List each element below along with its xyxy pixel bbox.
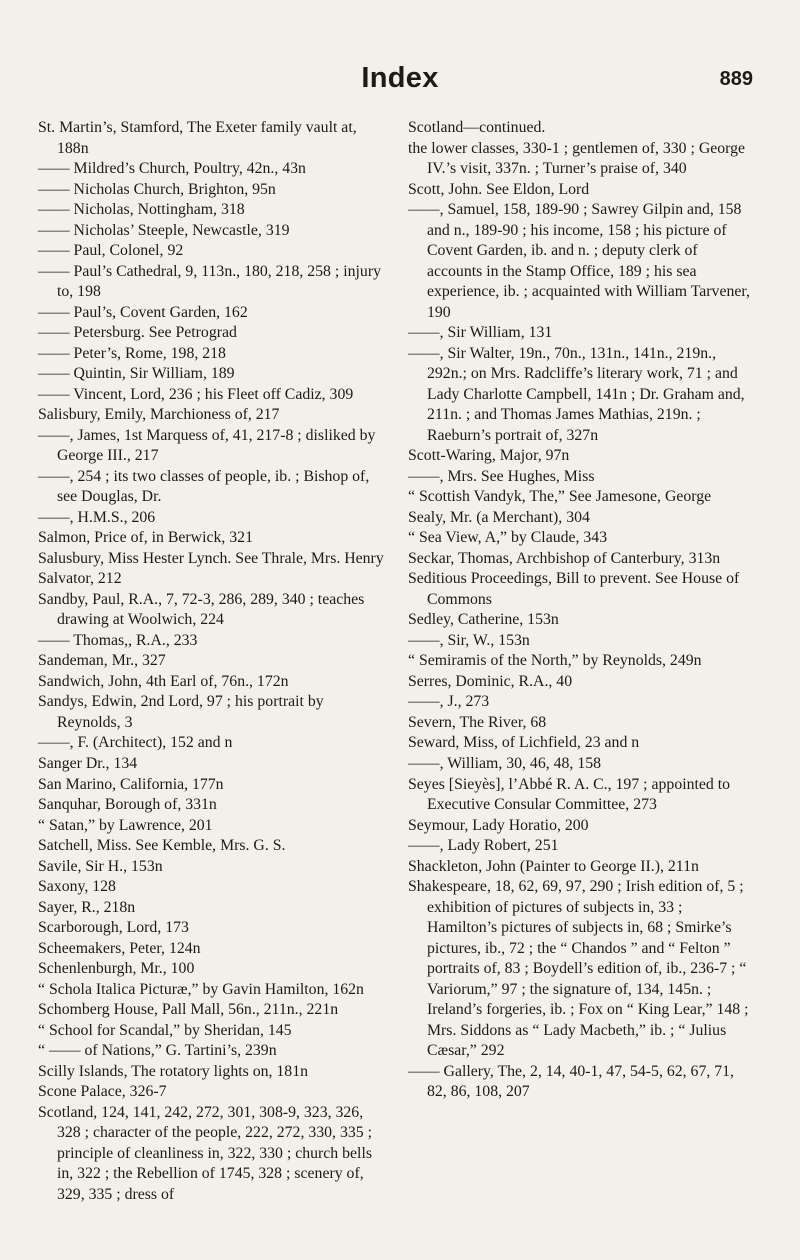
index-entry: —— Thomas,, R.A., 233 <box>38 631 198 649</box>
index-entry: Satchell, Miss. See Kemble, Mrs. G. S. <box>38 837 286 855</box>
index-entry: —— Nicholas’ Steeple, Newcastle, 319 <box>38 221 290 239</box>
index-entry: —— Quintin, Sir William, 189 <box>38 365 235 383</box>
index-entry: Scott-Waring, Major, 97n <box>408 447 570 465</box>
page-number: 889 <box>719 68 753 90</box>
index-entry: “ Semiramis of the North,” by Reynolds, 249n <box>408 652 702 670</box>
index-entry: —— Paul’s, Covent Garden, 162 <box>38 303 248 321</box>
index-entry: Seckar, Thomas, Archbishop of Canterbury, 313n <box>408 549 721 567</box>
index-entry: Scotland, 124, 141, 242, 272, 301, 308-9, 323, 326, 328 ; character of the people, 222, 272, 330, 335 ; principle of cleanliness in, 322, 330 ; church bells in, 322 ; the Rebellion of 1745, 328 ; scenery of, 329, 335 ; dress of <box>38 1103 372 1203</box>
index-entry: San Marino, California, 177n <box>38 775 224 793</box>
page-title: Index <box>361 62 439 94</box>
index-entry: ——, Sir, W., 153n <box>408 631 530 649</box>
index-entry: —— Gallery, The, 2, 14, 40-1, 47, 54-5, 62, 67, 71, 82, 86, 108, 207 <box>408 1062 734 1101</box>
index-entry: Scone Palace, 326-7 <box>38 1083 167 1101</box>
index-entry: St. Martin’s, Stamford, The Exeter family vault at, 188n <box>38 119 357 157</box>
index-entry: Scilly Islands, The rotatory lights on, 181n <box>38 1062 308 1080</box>
index-entry: Sedley, Catherine, 153n <box>408 611 559 629</box>
index-entry: the lower classes, 330-1 ; gentlemen of, 330 ; George IV.’s visit, 337n. ; Turner’s praise of, 340 <box>408 139 746 178</box>
index-entry: —— Vincent, Lord, 236 ; his Fleet off Cadiz, 309 <box>38 385 354 403</box>
index-entry: Severn, The River, 68 <box>408 713 547 731</box>
index-entry: ——, H.M.S., 206 <box>38 508 156 526</box>
index-entry: —— Paul’s Cathedral, 9, 113n., 180, 218, 258 ; injury to, 198 <box>38 262 381 301</box>
index-entry: Sealy, Mr. (a Merchant), 304 <box>408 508 590 526</box>
index-entry: Shackleton, John (Painter to George II.), 211n <box>408 857 699 875</box>
index-entry: —— Paul, Colonel, 92 <box>38 242 184 260</box>
index-entry: ——, William, 30, 46, 48, 158 <box>408 754 602 772</box>
index-entry: Serres, Dominic, R.A., 40 <box>408 672 573 690</box>
index-entry: Salvator, 212 <box>38 570 122 588</box>
index-entry: ——, 254 ; its two classes of people, ib. ; Bishop of, see Douglas, Dr. <box>38 467 370 506</box>
index-entry: Sandwich, John, 4th Earl of, 76n., 172n <box>38 672 289 690</box>
index-entry: Scott, John. See Eldon, Lord <box>408 180 590 198</box>
index-entry: Scarborough, Lord, 173 <box>38 919 189 937</box>
index-entry: ——, F. (Architect), 152 and n <box>38 734 233 752</box>
index-entry: ——, James, 1st Marquess of, 41, 217-8 ; disliked by George III., 217 <box>38 426 376 465</box>
index-entry: ——, J., 273 <box>408 693 490 711</box>
index-entry: Schenlenburgh, Mr., 100 <box>38 960 195 978</box>
index-entry: Sandby, Paul, R.A., 7, 72-3, 286, 289, 340 ; teaches drawing at Woolwich, 224 <box>38 590 365 629</box>
page-header <box>0 62 800 102</box>
index-entry: —— Nicholas Church, Brighton, 95n <box>38 180 276 198</box>
index-entry: “ —— of Nations,” G. Tartini’s, 239n <box>38 1042 277 1060</box>
index-entry: Sandeman, Mr., 327 <box>38 652 166 670</box>
index-entry: “ School for Scandal,” by Sheridan, 145 <box>38 1021 292 1039</box>
index-entry: Seditious Proceedings, Bill to prevent. See House of Commons <box>408 570 740 608</box>
index-entry: Sayer, R., 218n <box>38 898 136 916</box>
index-entry: “ Satan,” by Lawrence, 201 <box>38 816 213 834</box>
index-entry: Salmon, Price of, in Berwick, 321 <box>38 529 253 547</box>
index-entry: ——, Sir William, 131 <box>408 324 553 342</box>
index-entry: —— Nicholas, Nottingham, 318 <box>38 201 245 219</box>
index-entry: —— Petersburg. See Petrograd <box>38 324 237 342</box>
index-entry: Seward, Miss, of Lichfield, 23 and n <box>408 734 640 752</box>
index-entry: Shakespeare, 18, 62, 69, 97, 290 ; Irish edition of, 5 ; exhibition of pictures of subjects in, 33 ; Hamilton’s pictures of subjects in, 68 ; Smirke’s pictures, ib., 72 ; the “ Chandos ” and “ Felton ” portraits of, 83 ; Boydell’s edition of, ib., 236-7 ; “ Variorum,” 97 ; the signature of, 134, 145n. ; Ireland’s forgeries, ib. ; Fox on “ King Lear,” 148 ; Mrs. Siddons as “ Lady Macbeth,” ib. ; “ Julius Cæsar,” 292 <box>408 878 749 1060</box>
index-entry: Sandys, Edwin, 2nd Lord, 97 ; his portrait by Reynolds, 3 <box>38 693 324 731</box>
index-entry: Seyes [Sieyès], l’Abbé R. A. C., 197 ; appointed to Executive Consular Committee, 273 <box>408 775 731 814</box>
index-entry: —— Mildred’s Church, Poultry, 42n., 43n <box>38 160 306 178</box>
index-entry: —— Peter’s, Rome, 198, 218 <box>38 344 226 362</box>
index-column-left <box>38 118 385 1205</box>
index-entry: ——, Samuel, 158, 189-90 ; Sawrey Gilpin and, 158 and n., 189-90 ; his income, 158 ; his picture of Covent Garden, ib. and n. ; deputy clerk of accounts in the Stamp Office, 189 ; his sea experience, ib. ; acquainted with William Tarvener, 190 <box>408 201 750 321</box>
index-entry: Schomberg House, Pall Mall, 56n., 211n., 221n <box>38 1001 339 1019</box>
index-entry: ——, Lady Robert, 251 <box>408 837 559 855</box>
index-entry: ——, Mrs. See Hughes, Miss <box>408 467 595 485</box>
index-entry: Savile, Sir H., 153n <box>38 857 163 875</box>
index-entry: Salusbury, Miss Hester Lynch. See Thrale, Mrs. Henry <box>38 549 384 567</box>
index-entry: Seymour, Lady Horatio, 200 <box>408 816 589 834</box>
index-entry: “ Sea View, A,” by Claude, 343 <box>408 529 608 547</box>
index-entry: Scheemakers, Peter, 124n <box>38 939 201 957</box>
index-column-right <box>408 118 755 1103</box>
index-entry: Sanquhar, Borough of, 331n <box>38 796 217 814</box>
index-entry: ——, Sir Walter, 19n., 70n., 131n., 141n., 219n., 292n.; on Mrs. Radcliffe’s literary work, 71 ; and Lady Charlotte Campbell, 141n ; Dr. Graham and, 211n. ; and Thomas James Mathias, 219n. ; Raeburn’s portrait of, 327n <box>408 344 745 444</box>
index-entry: Sanger Dr., 134 <box>38 754 138 772</box>
index-entry: Saxony, 128 <box>38 878 116 896</box>
index-entry: Scotland—continued. <box>408 119 546 136</box>
index-entry: “ Schola Italica Picturæ,” by Gavin Hamilton, 162n <box>38 980 364 998</box>
index-entry: Salisbury, Emily, Marchioness of, 217 <box>38 406 280 424</box>
index-entry: “ Scottish Vandyk, The,” See Jamesone, George <box>408 488 712 506</box>
